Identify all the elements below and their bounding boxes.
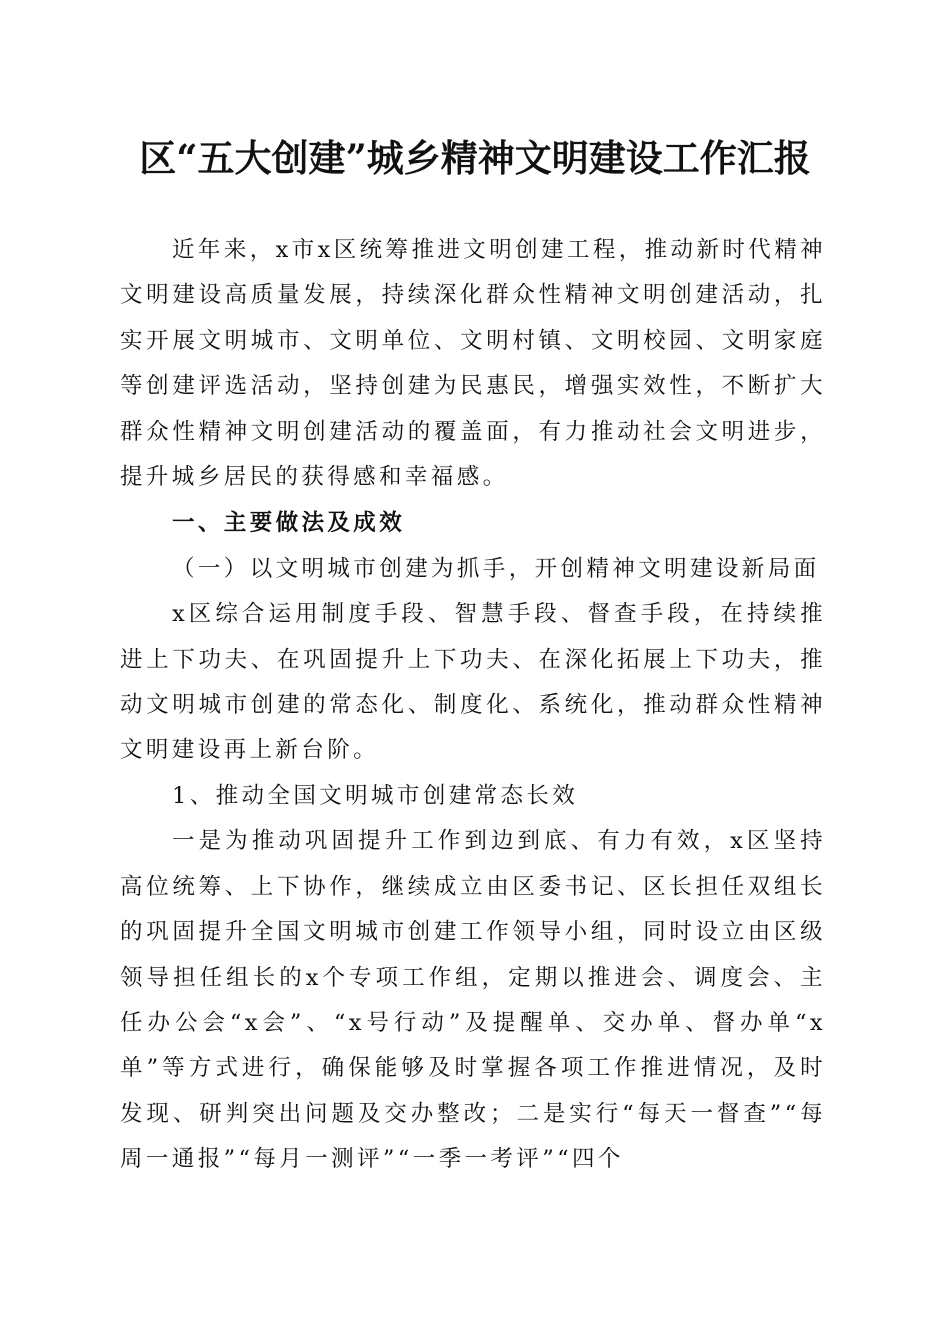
document-body <box>120 228 826 1183</box>
subsection-heading: （一）以文明城市创建为抓手，开创精神文明建设新局面 <box>172 555 820 582</box>
intro-paragraph: 近年来，x市x区统筹推进文明创建工程，推动新时代精神文明建设高质量发展，持续深化群众性精神文明创建活动，扎实开展文明城市、文明单位、文明村镇、文明校园、文明家庭等创建评选活动，坚持创建为民惠民，增强实效性，不断扩大群众性精神文明创建活动的覆盖面，有力推动社会文明进步，提升城乡居民的获得感和幸福感。 <box>120 237 826 491</box>
document-title: 区“五大创建”城乡精神文明建设工作汇报 <box>139 136 811 180</box>
item-heading: 1、推动全国文明城市创建常态长效 <box>172 782 579 809</box>
subsection-paragraph: x区综合运用制度手段、智慧手段、督查手段，在持续推进上下功夫、在巩固提升上下功夫、在深化拓展上下功夫，推动文明城市创建的常态化、制度化、系统化，推动群众性精神文明建设再上新台阶。 <box>120 601 826 764</box>
item-paragraph: 一是为推动巩固提升工作到边到底、有力有效，x区坚持高位统筹、上下协作，继续成立由区委书记、区长担任双组长的巩固提升全国文明城市创建工作领导小组，同时设立由区级领导担任组长的x个专项工作组，定期以推进会、调度会、主任办公会“x会”、“x号行动”及提醒单、交办单、督办单“x单”等方式进行，确保能够及时掌握各项工作推进情况，及时发现、研判突出问题及交办整改；二是实行“每天一督查”“每周一通报”“每月一测评”“一季一考评”“四个 <box>120 828 826 1173</box>
section-heading: 一、主要做法及成效 <box>172 510 406 537</box>
